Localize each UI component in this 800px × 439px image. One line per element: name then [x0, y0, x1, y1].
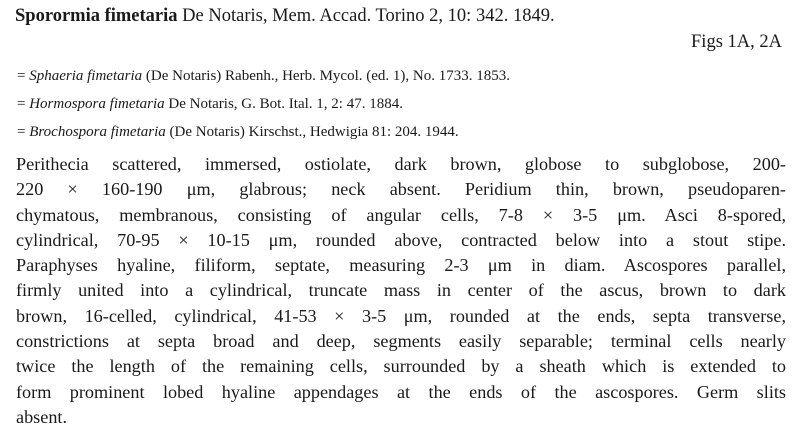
- description-line: Perithecia scattered, immersed, ostiolate, dark brown, globose to subglobose, 200-: [16, 154, 786, 174]
- species-description: [16, 152, 786, 430]
- description-line: firmly united into a cylindrical, truncate mass in center of the ascus, brown to dark: [16, 280, 786, 301]
- synonym-prefix: =: [17, 124, 30, 140]
- synonym-line: [17, 96, 403, 113]
- synonym-citation: (De Notaris) Rabenh., Herb. Mycol. (ed. 1), No. 1733. 1853.: [142, 68, 510, 84]
- species-citation: De Notaris, Mem. Accad. Torino 2, 10: 342. 1849.: [177, 6, 555, 26]
- description-line: form prominent lobed hyaline appendages at the ends of the ascospores. Germ slits: [16, 381, 786, 402]
- synonym-name: Hormospora fimetaria: [29, 96, 165, 112]
- synonym-name: Brochospora fimetaria: [29, 124, 166, 140]
- synonym-citation: (De Notaris) Kirschst., Hedwigia 81: 204. 1944.: [165, 124, 459, 140]
- synonym-line: [17, 124, 459, 141]
- description-line: twice the length of the remaining cells, surrounded by a sheath which is extended to: [16, 356, 786, 377]
- species-name: Sporormia fimetaria: [15, 6, 178, 26]
- synonym-line: [17, 68, 510, 85]
- figure-reference: Figs 1A, 2A: [691, 32, 782, 52]
- description-line: brown, 16-celled, cylindrical, 41-53 × 3-5 μm, rounded at the ends, septa transverse,: [16, 305, 786, 326]
- synonym-citation: De Notaris, G. Bot. Ital. 1, 2: 47. 1884.: [164, 96, 403, 112]
- synonym-prefix: =: [17, 96, 30, 112]
- synonym-prefix: =: [17, 68, 30, 84]
- description-line: chymatous, membranous, consisting of angular cells, 7-8 × 3-5 μm. Asci 8-spored,: [16, 204, 786, 225]
- description-line: cylindrical, 70-95 × 10-15 μm, rounded above, contracted below into a stout stipe.: [16, 229, 786, 250]
- description-line: constrictions at septa broad and deep, segments easily separable; terminal cells nearly: [16, 331, 786, 352]
- species-heading: [15, 6, 555, 27]
- description-line: Paraphyses hyaline, filiform, septate, measuring 2-3 μm in diam. Ascospores parallel,: [16, 255, 786, 276]
- description-line: 220 × 160-190 μm, glabrous; neck absent. Peridium thin, brown, pseudoparen-: [16, 179, 786, 200]
- description-line: absent.: [16, 406, 68, 427]
- synonym-name: Sphaeria fimetaria: [29, 68, 143, 84]
